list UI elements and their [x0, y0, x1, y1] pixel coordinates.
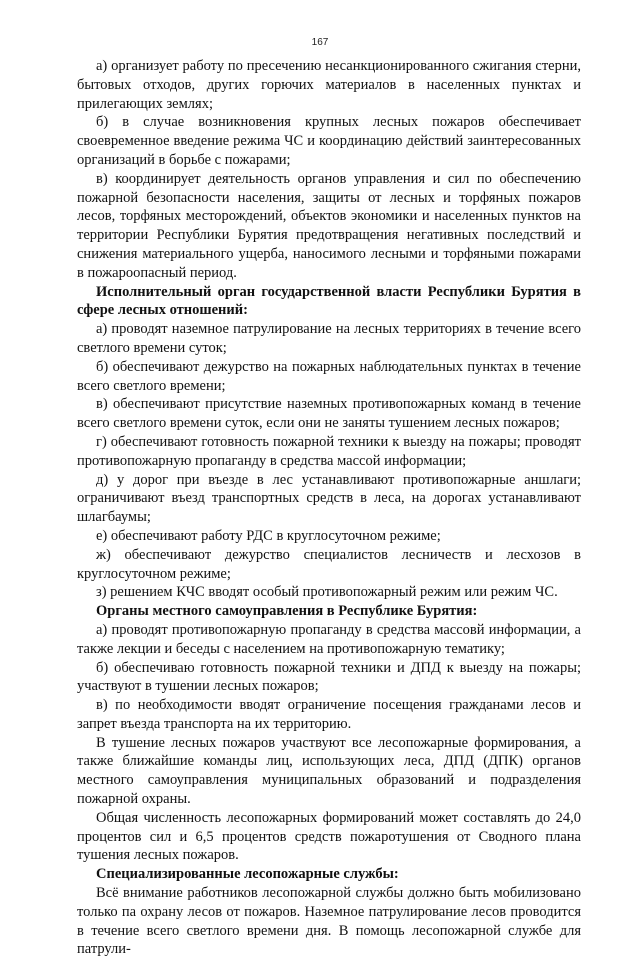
- paragraph: г) обеспечивают готовность пожарной техники к выезду на пожары; проводят противопожарную пропаганду в средства массой информации;: [77, 433, 581, 469]
- paragraph: В тушение лесных пожаров участвуют все лесопожарные формирования, а также ближайшие команды лиц, использующих леса, ДПД (ДПК) органов местного самоуправления муниципальных образований и подразделения пожарной охраны.: [77, 734, 581, 808]
- paragraph: а) проводят наземное патрулирование на лесных территориях в течение всего светлого времени суток;: [77, 321, 581, 356]
- section-heading: Исполнительный орган государственной власти Республики Бурятия в сфере лесных отношений:: [77, 283, 581, 319]
- paragraph: а) организует работу по пресечению несанкционированного сжигания стерни, бытовых отходов, других горючих материалов в населенных пунктах и прилегающих землях;: [77, 58, 581, 112]
- paragraph: б) обеспечивают дежурство на пожарных наблюдательных пунктах в течение всего светлого времени;: [77, 358, 581, 394]
- paragraph: Всё внимание работников лесопожарной службы должно быть мобилизовано только па охрану лесов от пожаров. Наземное патрулирование лесов проводится в течение всего светлого времени дня. В помощь лесопожарной службе для патрули-: [77, 885, 581, 958]
- paragraph: д) у дорог при въезде в лес устанавливают противопожарные аншлаги; ограничивают въезд транспортных средств в леса, на дорогах устанавливают шлагбаумы;: [77, 471, 581, 526]
- section-heading: Специализированные лесопожарные службы:: [96, 866, 399, 883]
- paragraph: б) обеспечиваю готовность пожарной техники и ДПД к выезду на пожары; участвуют в тушении лесных пожаров;: [77, 659, 581, 695]
- paragraph: е) обеспечивают работу РДС в круглосуточном режиме;: [96, 527, 441, 544]
- paragraph: б) в случае возникновения крупных лесных пожаров обеспечивает своевременное введение режима ЧС и координацию действий заинтересованных организаций в борьбе с пожарами;: [77, 114, 581, 168]
- paragraph: Общая численность лесопожарных формирований может составлять до 24,0 процентов сил и 6,5 процентов средств пожаротушения от Сводного плана тушения лесных пожаров.: [77, 809, 581, 864]
- section-heading: Органы местного самоуправления в Республике Бурятия:: [96, 603, 478, 620]
- paragraph: в) обеспечивают присутствие наземных противопожарных команд в течение всего светлого времени суток, если они не заняты тушением лесных пожаров;: [77, 396, 581, 432]
- paragraph: ж) обеспечивают дежурство специалистов лесничеств и лесхозов в круглосуточном режиме;: [77, 546, 581, 582]
- page-number: 167: [311, 37, 329, 48]
- paragraph: а) проводят противопожарную пропаганду в средства массовй информации, а также лекции и беседы с населением на противопожарную тематику;: [77, 621, 581, 657]
- paragraph: в) по необходимости вводят ограничение посещения гражданами лесов и запрет въезда транспорта на их территорию.: [77, 697, 581, 732]
- page-body: [77, 57, 581, 959]
- paragraph: з) решением КЧС вводят особый противопожарный режим или режим ЧС.: [96, 584, 558, 601]
- paragraph: в) координирует деятельность органов управления и сил по обеспечению пожарной безопасности населения, защиты от лесных и торфяных пожаров лесов, торфяных месторождений, объектов экономики и населенных пунктов на территории Республики Бурятия предотвращения негативных последствий и снижения материального ущерба, наносимого лесными и торфяными пожарами в пожароопасный период.: [77, 170, 581, 281]
